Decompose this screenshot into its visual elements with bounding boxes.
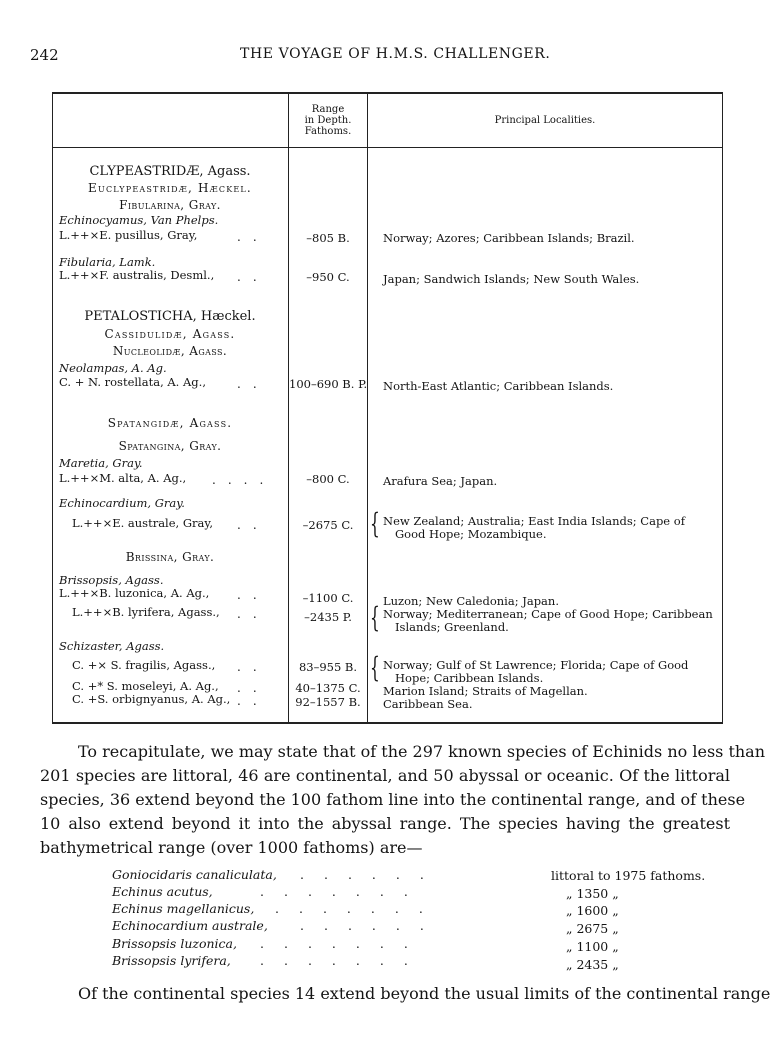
locality: North-East Atlantic; Caribbean Islands. <box>383 379 614 393</box>
table-right-border <box>722 92 723 723</box>
leader-dots: ....... <box>260 884 428 899</box>
brace: { <box>370 601 380 634</box>
leader-dots: .... <box>212 473 276 487</box>
depth-range: –950 C. <box>306 270 350 284</box>
subfamily-heading: Fibularina, Gray. <box>119 198 221 212</box>
subfamily-heading: Spatangina, Gray. <box>118 439 222 453</box>
list-range: „ 1350 „ <box>566 886 619 901</box>
species-name: C. + N. rostellata, A. Ag., <box>59 375 206 389</box>
genus-name: Fibularia, Lamk. <box>59 255 156 269</box>
leader-dots: .. <box>237 230 269 244</box>
depth-range: –800 C. <box>306 472 350 486</box>
locality: Norway; Gulf of St Lawrence; Florida; Cape of Good <box>383 658 689 672</box>
leader-dots: .. <box>237 681 269 695</box>
range-header-line-2: in Depth. <box>304 115 352 126</box>
species-name: L.++×E. australe, Gray, <box>72 516 214 530</box>
genus-name: Brissopsis, Agass. <box>59 573 164 587</box>
page-header <box>30 46 730 68</box>
locality: Norway; Mediterranean; Cape of Good Hope; Caribbean <box>383 607 713 621</box>
list-range: „ 1600 „ <box>566 903 619 918</box>
locality: Good Hope; Mozambique. <box>395 527 547 541</box>
species-name: C. +S. orbignyanus, A. Ag., <box>72 692 231 706</box>
table-col-divider-2 <box>367 92 368 723</box>
list-species: Echinus acutus, <box>112 884 213 899</box>
depth-range: –1100 C. <box>302 591 354 605</box>
depth-range: 83–955 B. <box>298 660 358 674</box>
species-name: L.++×B. luzonica, A. Ag., <box>59 586 210 600</box>
leader-dots: .. <box>237 694 269 708</box>
depth-range: 100–690 B. P. <box>289 377 368 391</box>
table-col-divider-1 <box>288 92 289 723</box>
locality: Islands; Greenland. <box>395 620 509 634</box>
genus-name: Neolampas, A. Ag. <box>59 361 167 375</box>
leader-dots: .. <box>237 518 269 532</box>
genus-name: Echinocardium, Gray. <box>59 496 185 510</box>
range-header-line-1: Range <box>311 104 345 115</box>
table-top-rule <box>52 92 723 94</box>
locality: Luzon; New Caledonia; Japan. <box>383 594 559 608</box>
locality: New Zealand; Australia; East India Islands; Cape of <box>383 514 685 528</box>
list-range: „ 2675 „ <box>566 921 619 936</box>
family-heading: Cassidulidæ, Agass. <box>104 327 236 341</box>
list-species: Brissopsis lyrifera, <box>112 953 231 968</box>
genus-name: Schizaster, Agass. <box>59 639 165 653</box>
depth-range: –805 B. <box>306 231 350 245</box>
depth-range: 92–1557 B. <box>295 695 361 709</box>
leader-dots: .. <box>237 270 269 284</box>
family-heading: Euclypeastridæ, Hæckel. <box>88 181 252 195</box>
brace: { <box>370 651 380 684</box>
genus-name: Echinocyamus, Van Phelps. <box>59 213 219 227</box>
page-number: 242 <box>30 46 59 64</box>
family-heading: PETALOSTICHA, Hæckel. <box>84 309 256 324</box>
closing-line: Of the continental species 14 extend beyond the usual limits of the continental range <box>78 984 771 1003</box>
species-name: C. +× S. fragilis, Agass., <box>72 658 216 672</box>
depth-range: 40–1375 C. <box>295 681 361 695</box>
paragraph-line: To recapitulate, we may state that of the 297 known species of Echinids no less than <box>78 742 766 761</box>
list-species: Echinus magellanicus, <box>112 901 255 916</box>
leader-dots: .. <box>237 588 269 602</box>
locality: Norway; Azores; Caribbean Islands; Brazil. <box>383 231 635 245</box>
leader-dots: .. <box>237 660 269 674</box>
leader-dots: .. <box>237 377 269 391</box>
range-header-line-3: Fathoms. <box>304 126 352 137</box>
species-name: C. +* S. moseleyi, A. Ag., <box>72 679 219 693</box>
list-range: „ 1100 „ <box>566 939 619 954</box>
paragraph-line: bathymetrical range (over 1000 fathoms) are— <box>40 838 423 857</box>
leader-dots: ....... <box>260 953 428 968</box>
leader-dots: .. <box>237 607 269 621</box>
brace: { <box>370 507 380 540</box>
locality: Caribbean Sea. <box>383 697 473 711</box>
list-species: Goniocidaris canaliculata, <box>112 867 277 882</box>
species-name: L.++×F. australis, Desml., <box>59 268 215 282</box>
family-heading: Spatangidæ, Agass. <box>107 416 233 430</box>
leader-dots: ....... <box>260 936 428 951</box>
bathymetric-table <box>52 92 723 724</box>
list-species: Echinocardium australe, <box>112 918 268 933</box>
localities-header: Principal Localities. <box>494 115 596 126</box>
depth-range: –2675 C. <box>302 518 354 532</box>
table-header-rule <box>52 147 723 148</box>
species-name: L.++×B. lyrifera, Agass., <box>72 605 220 619</box>
range-header <box>289 104 367 137</box>
subfamily-heading: Brissina, Gray. <box>125 550 215 564</box>
locality: Japan; Sandwich Islands; New South Wales. <box>383 272 640 286</box>
leader-dots: ...... <box>300 867 444 882</box>
locality: Arafura Sea; Japan. <box>383 474 498 488</box>
locality: Marion Island; Straits of Magellan. <box>383 684 588 698</box>
paragraph-line: 201 species are littoral, 46 are continental, and 50 abyssal or oceanic. Of the littoral <box>40 766 730 785</box>
running-title: THE VOYAGE OF H.M.S. CHALLENGER. <box>240 46 551 62</box>
list-range: littoral to 1975 fathoms. <box>551 868 706 883</box>
family-heading: CLYPEASTRIDÆ, Agass. <box>89 164 251 179</box>
paragraph-line: species, 36 extend beyond the 100 fathom line into the continental range, and of these <box>40 790 746 809</box>
species-name: L.++×E. pusillus, Gray, <box>59 228 198 242</box>
locality: Hope; Caribbean Islands. <box>395 671 544 685</box>
leader-dots: ...... <box>300 918 444 933</box>
subfamily-heading: Nucleolidæ, Agass. <box>112 344 228 358</box>
list-species: Brissopsis luzonica, <box>112 936 237 951</box>
genus-name: Maretia, Gray. <box>59 456 143 470</box>
depth-range: –2435 P. <box>304 610 352 624</box>
species-name: L.++×M. alta, A. Ag., <box>59 471 187 485</box>
leader-dots: ....... <box>275 901 443 916</box>
list-range: „ 2435 „ <box>566 957 619 972</box>
table-bottom-rule <box>52 722 723 724</box>
paragraph-line: 10 also extend beyond it into the abyssal range. The species having the greatest <box>40 814 730 833</box>
